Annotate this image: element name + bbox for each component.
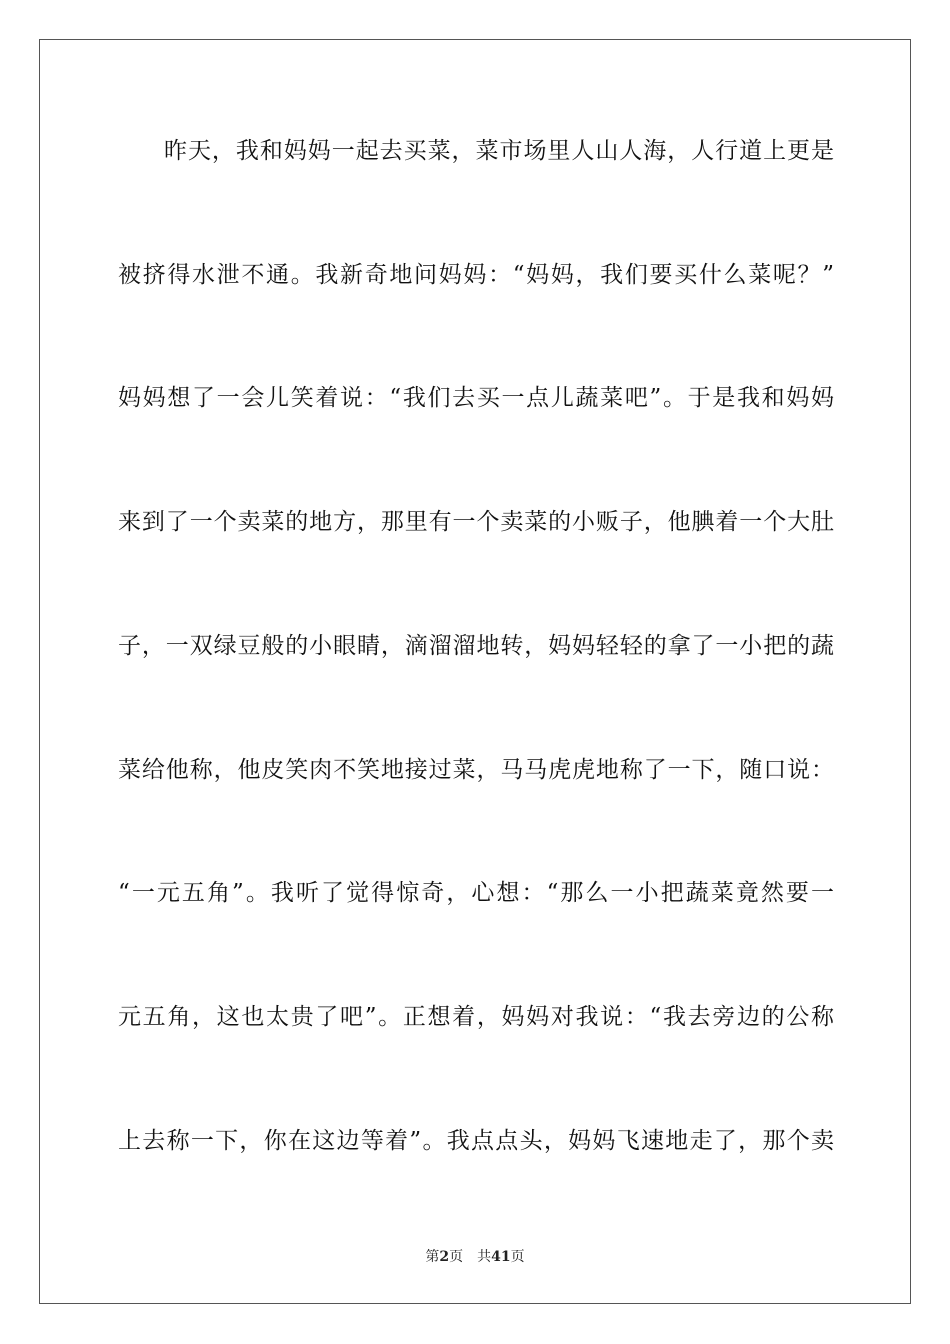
total-prefix: 共: [477, 1249, 492, 1265]
paragraph-line-5: 子，一双绿豆般的小眼睛，滴溜溜地转，妈妈轻轻的拿了一小把的蔬: [118, 633, 834, 659]
page-current: 2: [439, 1249, 450, 1265]
total-suffix: 页: [510, 1249, 525, 1265]
paragraph-line-4: 来到了一个卖菜的地方，那里有一个卖菜的小贩子，他腆着一个大肚: [118, 509, 834, 535]
page-prefix: 第: [425, 1249, 440, 1265]
page-border: [39, 39, 911, 1304]
paragraph-line-3: 妈妈想了一会儿笑着说：“我们去买一点儿蔬菜吧”。于是我和妈妈: [118, 385, 834, 411]
paragraph-line-2: 被挤得水泄不通。我新奇地问妈妈：“妈妈，我们要买什么菜呢？”: [118, 262, 834, 288]
paragraph-line-1: 昨天，我和妈妈一起去买菜，菜市场里人山人海，人行道上更是: [164, 138, 834, 164]
paragraph-line-7: “一元五角”。我听了觉得惊奇，心想：“那么一小把蔬菜竟然要一: [118, 880, 834, 906]
paragraph-line-6: 菜给他称，他皮笑肉不笑地接过菜，马马虎虎地称了一下，随口说：: [118, 757, 834, 783]
paragraph-line-9: 上去称一下，你在这边等着”。我点点头，妈妈飞速地走了，那个卖: [118, 1128, 834, 1154]
page-total: 41: [491, 1249, 511, 1265]
page-footer: [0, 1247, 950, 1267]
paragraph-line-8: 元五角，这也太贵了吧”。正想着，妈妈对我说：“我去旁边的公称: [118, 1004, 834, 1030]
page-suffix: 页: [449, 1249, 464, 1265]
